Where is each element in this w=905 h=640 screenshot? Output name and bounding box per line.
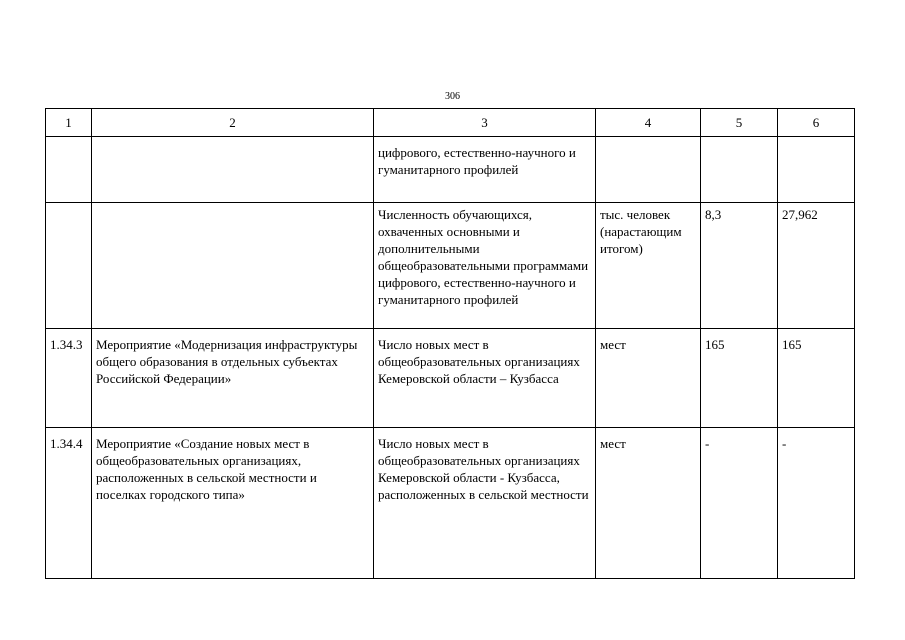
page-number: 306 bbox=[445, 91, 460, 102]
indicator-cell: Численность обучающихся, охваченных основными и дополнительными общеобразовательными программами цифрового, естественно-научного и гуманитарного профилей bbox=[374, 203, 596, 329]
column-header: 5 bbox=[701, 109, 778, 137]
row-number-cell bbox=[46, 137, 92, 203]
data-table bbox=[45, 108, 855, 579]
value-cell-6 bbox=[778, 137, 855, 203]
indicator-cell: Число новых мест в общеобразовательных организациях Кемеровской области - Кузбасса, расположенных в сельской местности bbox=[374, 428, 596, 579]
value-cell-5 bbox=[701, 137, 778, 203]
column-header: 3 bbox=[374, 109, 596, 137]
column-header: 6 bbox=[778, 109, 855, 137]
event-cell bbox=[92, 203, 374, 329]
value-cell-6: 165 bbox=[778, 329, 855, 428]
event-cell bbox=[92, 137, 374, 203]
table-row bbox=[46, 137, 855, 203]
row-number-cell: 1.34.3 bbox=[46, 329, 92, 428]
event-cell: Мероприятие «Модернизация инфраструктуры общего образования в отдельных субъектах Российской Федерации» bbox=[92, 329, 374, 428]
value-cell-5: 8,3 bbox=[701, 203, 778, 329]
value-cell-6: - bbox=[778, 428, 855, 579]
row-number-cell: 1.34.4 bbox=[46, 428, 92, 579]
indicator-cell: Число новых мест в общеобразовательных организациях Кемеровской области – Кузбасса bbox=[374, 329, 596, 428]
value-cell-5: - bbox=[701, 428, 778, 579]
table-row bbox=[46, 203, 855, 329]
table-row bbox=[46, 329, 855, 428]
row-number-cell bbox=[46, 203, 92, 329]
unit-cell: тыс. человек (нарастающим итогом) bbox=[596, 203, 701, 329]
event-cell: Мероприятие «Создание новых мест в общеобразовательных организациях, расположенных в сельской местности и поселках городского типа» bbox=[92, 428, 374, 579]
column-header: 2 bbox=[92, 109, 374, 137]
column-header: 4 bbox=[596, 109, 701, 137]
table-row bbox=[46, 428, 855, 579]
column-header: 1 bbox=[46, 109, 92, 137]
unit-cell: мест bbox=[596, 428, 701, 579]
value-cell-5: 165 bbox=[701, 329, 778, 428]
indicator-cell: цифрового, естественно-научного и гуманитарного профилей bbox=[374, 137, 596, 203]
value-cell-6: 27,962 bbox=[778, 203, 855, 329]
table-header-row bbox=[46, 109, 855, 137]
unit-cell bbox=[596, 137, 701, 203]
unit-cell: мест bbox=[596, 329, 701, 428]
